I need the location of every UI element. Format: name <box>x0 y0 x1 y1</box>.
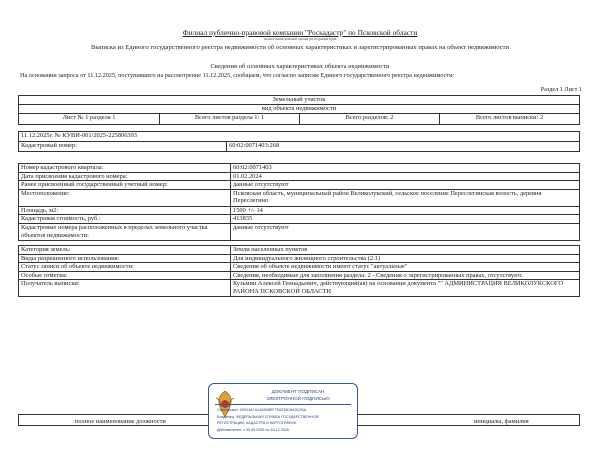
table-row <box>19 206 580 215</box>
cadastral-label: Кадастровый номер: <box>21 142 77 149</box>
row-label: Кадастровая стоимость, руб.: <box>19 215 231 224</box>
table-row <box>19 254 580 263</box>
sections-total: Всего разделов: 2 <box>299 114 439 124</box>
row-label: Номер кадастрового квартала: <box>19 164 231 173</box>
row-value: данные отсутствуют <box>231 181 580 190</box>
basis-text: На основании запроса от 11.12.2025, поступившего на рассмотрение 11.12.2025, сообщаем, что согласно записям Единого государственного реестра недвижимости: <box>20 72 455 79</box>
row-label: Дата присвоения кадастрового номера: <box>19 172 231 181</box>
stamp-divider <box>215 404 351 405</box>
table-row <box>19 172 580 181</box>
row-value: 1500 +/- 14 <box>231 206 580 215</box>
characteristics-table-a <box>18 163 580 241</box>
row-label: Ранее присвоенный государственный учетный номер: <box>19 181 231 190</box>
table-row <box>19 271 580 280</box>
row-value: 01.02.2024 <box>231 172 580 181</box>
row-label: Статус записи об объекте недвижимости: <box>19 263 231 272</box>
cadastral-value: 60:02:0071403:268 <box>226 142 579 151</box>
stamp-line2: ЭЛЕКТРОННОЙ ПОДПИСЬЮ <box>266 396 330 401</box>
stamp-owner: Владелец: ФЕДЕРАЛЬНАЯ СЛУЖБА ГОСУДАРСТВЕННОЙ <box>217 415 319 419</box>
row-label: Кадастровые номера расположенных в пределах земельного участка объектов недвижимости: <box>19 223 231 240</box>
organization-subtitle: полное наименование органа регистрации прав <box>263 37 337 41</box>
row-label: Получатель выписки: <box>19 280 231 297</box>
table-row <box>19 280 580 297</box>
table-row <box>19 246 580 255</box>
row-label: Виды разрешенного использования: <box>19 254 231 263</box>
row-value: Кузьмин Алексей Геннадьевич, действующий(ая) на основании документа "" АДМИНИСТРАЦИЯ ВЕЛИКОЛУКСКОГО РАЙОНА ПСКОВСКОЙ ОБЛАСТИ <box>231 280 580 297</box>
sheet-number: Лист № 1 раздела 1 <box>62 114 116 121</box>
stamp-line1: ДОКУМЕНТ ПОДПИСАН <box>271 389 325 394</box>
row-value: 413835 <box>231 215 580 224</box>
row-value: данные отсутствуют <box>231 223 580 240</box>
row-value: 60:02:0071403 <box>231 164 580 173</box>
row-label: Площадь, м2: <box>19 206 231 215</box>
sheets-total: Всего листов раздела 1: 1 <box>159 114 299 124</box>
stamp-owner-2: РЕГИСТРАЦИИ, КАДАСТРА И КАРТОГРАФИИ <box>217 421 297 425</box>
position-label: полное наименование должности <box>75 418 166 425</box>
stamp-validity: Действителен: с 30.05.2025 по 18.12.2026 <box>217 428 289 432</box>
sheets-extract: Всего листов выписки: 2 <box>439 114 579 124</box>
object-type-subtitle: вид объекта недвижимости <box>261 105 337 112</box>
object-type: Земельный участок <box>272 96 326 103</box>
section-page: Раздел 1 Лист 1 <box>540 86 582 93</box>
organization-title: Филиал публично-правовой компании "Роскадастр" по Псковской области <box>182 28 418 37</box>
name-label: инициалы, фамилия <box>474 418 529 425</box>
stamp-certificate: Сертификат: 00914A7A1A0908EF7E6230D6A9C2BA <box>217 408 307 412</box>
row-value: Для индивидуального жилищного строительства (2.1) <box>231 254 580 263</box>
row-label: Особые отметки: <box>19 271 231 280</box>
row-value: Сведения, необходимые для заполнения раздела: 2 - Сведения о зарегистрированных правах, отсутствуют. <box>231 271 580 280</box>
table-row <box>19 215 580 224</box>
characteristics-table-b <box>18 245 580 297</box>
row-value: Земли населенных пунктов <box>231 246 580 255</box>
cadastral-block <box>18 131 580 152</box>
section-title: Сведения об основных характеристиках объекта недвижимости <box>210 63 390 70</box>
document-title: Выписка из Единого государственного реестра недвижимости об основных характеристиках и зарегистрированных правах на объект недвижимости <box>90 44 510 51</box>
table-row <box>19 263 580 272</box>
electronic-signature-stamp <box>208 383 358 439</box>
row-label: Категория земель: <box>19 246 231 255</box>
table-row <box>19 164 580 173</box>
table-row <box>19 223 580 240</box>
table-row <box>19 189 580 206</box>
object-header-block <box>18 95 580 125</box>
row-value: Сведения об объекте недвижимости имеют статус "актуальные" <box>231 263 580 272</box>
table-row <box>19 181 580 190</box>
row-label: Местоположение: <box>19 189 231 206</box>
date-number: 11.12.2025г. № КУВИ-001/2025-225806393 <box>21 132 138 139</box>
row-value: Псковская область, муниципальный район Великолукский, сельское поселение Переслегинская волость, деревня Переслегино <box>231 189 580 206</box>
